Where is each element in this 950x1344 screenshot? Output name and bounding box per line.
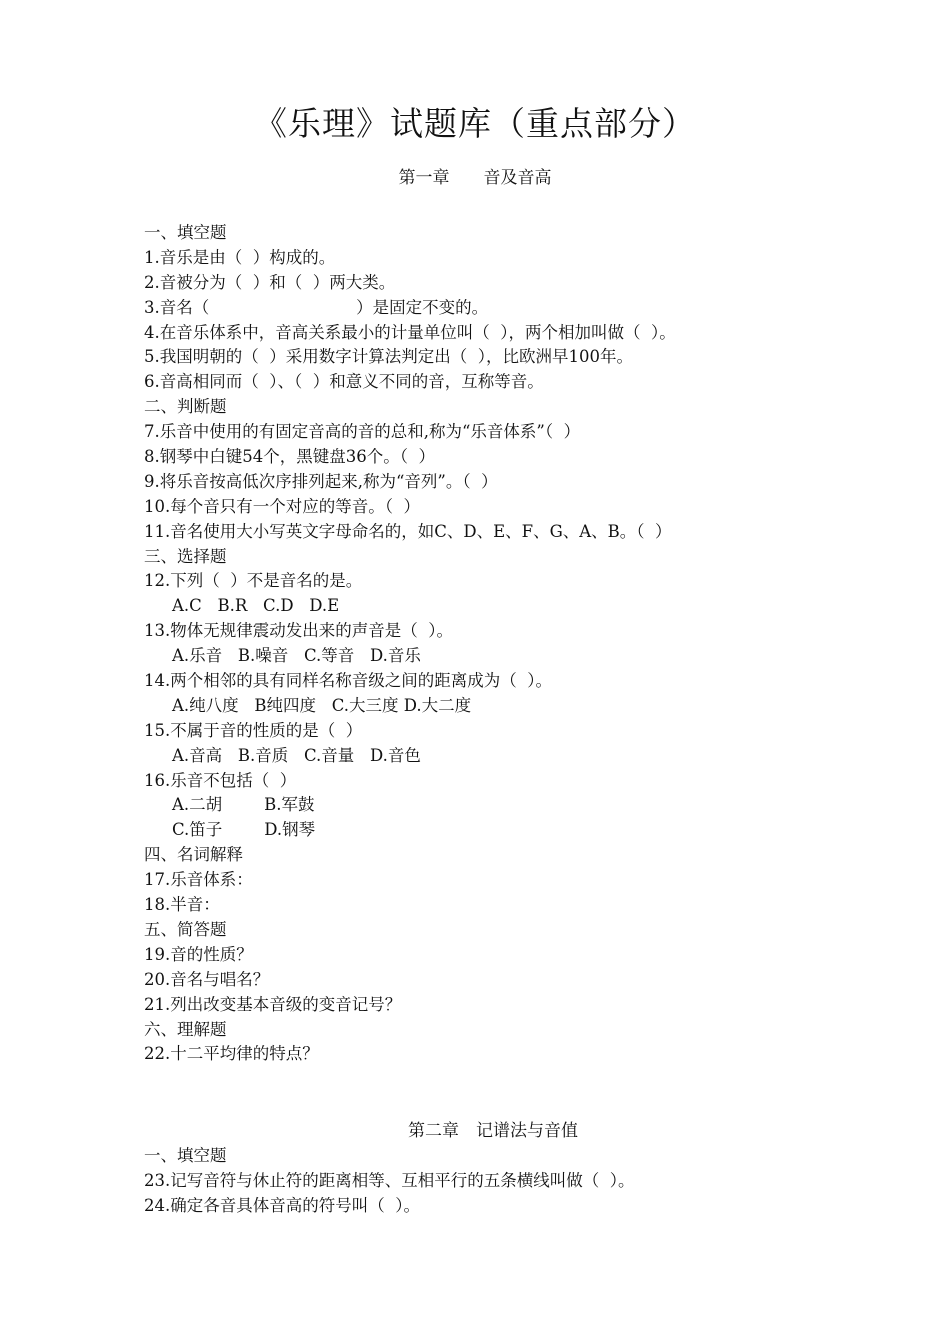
question-line: 8.钢琴中白键54个，黑键盘36个。（ ） bbox=[144, 447, 435, 467]
question-line: 20.音名与唱名？ bbox=[144, 969, 270, 989]
answer-options: A.音高 B.音质 C.音量 D.音色 bbox=[172, 745, 421, 765]
question-line: 1.音乐是由（ ）构成的。 bbox=[144, 247, 336, 267]
question-line: 13.物体无规律震动发出来的声音是（ ）。 bbox=[144, 621, 453, 641]
question-line: 二、判断题 bbox=[144, 397, 227, 417]
question-line: 一、填空题 bbox=[144, 1146, 227, 1165]
question-line: 四、名词解释 bbox=[144, 845, 243, 865]
question-line: 19.音的性质？ bbox=[144, 944, 253, 964]
question-line: 10.每个音只有一个对应的等音。（ ） bbox=[144, 496, 420, 516]
question-line: 4.在音乐体系中，音高关系最小的计量单位叫（ ），两个相加叫做（ ）。 bbox=[144, 322, 676, 342]
question-line: 17.乐音体系： bbox=[144, 870, 253, 890]
answer-options: C.笛子 D.钢琴 bbox=[172, 820, 316, 840]
question-line: 7.乐音中使用的有固定音高的音的总和,称为“乐音体系”（ ） bbox=[144, 422, 581, 442]
chapter-1-heading: 第一章 音及音高 bbox=[398, 168, 552, 188]
answer-options: A.纯八度 B纯四度 C.大三度 D.大二度 bbox=[172, 695, 472, 715]
answer-options: A.C B.R C.D D.E bbox=[172, 596, 340, 616]
question-line: 六、理解题 bbox=[144, 1019, 227, 1039]
question-line: 12.下列（ ）不是音名的是。 bbox=[144, 571, 363, 591]
document-title: 《乐理》试题库（重点部分） bbox=[254, 104, 696, 143]
answer-options: A.二胡 B.军鼓 bbox=[172, 795, 315, 815]
question-line: 22.十二平均律的特点？ bbox=[144, 1044, 319, 1064]
question-line: 18.半音： bbox=[144, 895, 220, 915]
question-line: 3.音名（ ）是固定不变的。 bbox=[144, 297, 489, 317]
question-line: 9.将乐音按高低次序排列起来,称为“音列”。（ ） bbox=[144, 471, 498, 491]
question-line: 5.我国明朝的（ ）采用数字计算法判定出（ ），比欧洲早100年。 bbox=[144, 347, 633, 367]
question-line: 11.音名使用大小写英文字母命名的，如C、D、E、F、G、A、B。（ ） bbox=[144, 521, 672, 541]
chapter-2-questions bbox=[144, 1144, 844, 1219]
question-line: 16.乐音不包括（ ） bbox=[144, 770, 297, 790]
question-line: 6.音高相同而（ ）、（ ）和意义不同的音，互称等音。 bbox=[144, 372, 544, 392]
question-line: 三、选择题 bbox=[144, 546, 227, 566]
chapter-2-heading: 第二章 记谱法与音值 bbox=[408, 1121, 578, 1141]
question-line: 一、填空题 bbox=[144, 223, 227, 242]
question-line: 24.确定各音具体音高的符号叫（ ）。 bbox=[144, 1195, 420, 1215]
question-line: 23.记写音符与休止符的距离相等、互相平行的五条横线叫做（ ）。 bbox=[144, 1170, 635, 1190]
question-line: 15.不属于音的性质的是（ ） bbox=[144, 720, 363, 740]
question-line: 2.音被分为（ ）和（ ）两大类。 bbox=[144, 272, 396, 292]
question-line: 14.两个相邻的具有同样名称音级之间的距离成为（ ）。 bbox=[144, 671, 552, 691]
question-line: 五、简答题 bbox=[144, 919, 227, 939]
answer-options: A.乐音 B.噪音 C.等音 D.音乐 bbox=[172, 646, 421, 666]
question-line: 21.列出改变基本音级的变音记号？ bbox=[144, 994, 402, 1014]
chapter-1-questions bbox=[144, 221, 844, 1067]
